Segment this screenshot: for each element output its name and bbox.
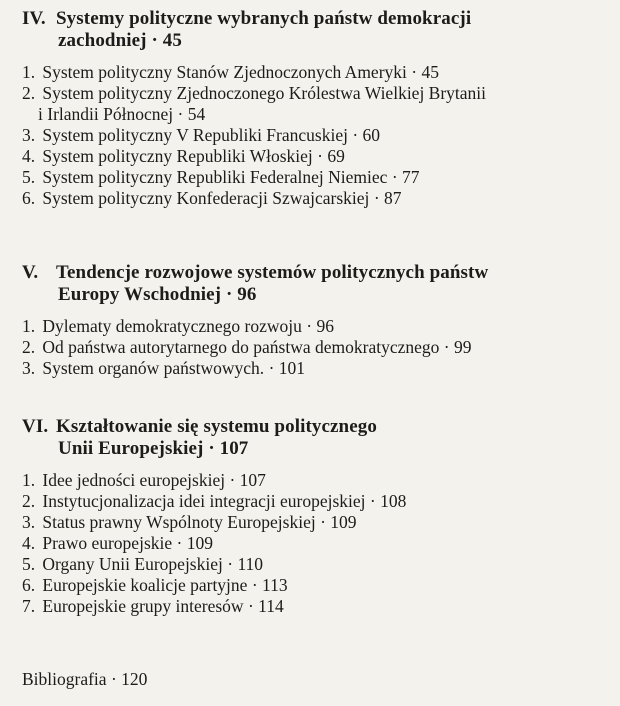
list-item [22, 188, 612, 209]
chapter-title-line2: Unii Europejskiej [58, 438, 204, 459]
item-page: 109 [330, 512, 357, 532]
list-item [22, 512, 612, 533]
separator-dot: · [373, 188, 380, 208]
item-text: Europejskie koalicje partyjne [42, 575, 248, 595]
item-page: 60 [362, 125, 381, 145]
item-number: 5. [22, 554, 36, 574]
item-page: 45 [421, 62, 439, 82]
item-text: System polityczny Konfederacji Szwajcarskiej [42, 188, 370, 208]
list-item [22, 596, 612, 617]
item-text: System polityczny Republiki Federalnej Niemiec [42, 167, 388, 187]
list-item [22, 575, 612, 596]
item-number: 6. [22, 188, 36, 208]
item-number: 3. [22, 512, 36, 532]
list-item [22, 316, 612, 337]
chapter-number: VI. [22, 416, 49, 437]
list-item [22, 491, 612, 512]
bibliography-label: Bibliografia [22, 669, 107, 689]
item-page: 108 [380, 491, 407, 511]
separator-dot: · [443, 337, 450, 357]
bibliography-entry [22, 669, 147, 690]
separator-dot: · [268, 358, 275, 378]
item-number: 4. [22, 146, 36, 166]
item-page: 87 [384, 188, 402, 208]
item-number: 2. [22, 491, 36, 511]
item-page: 107 [239, 470, 266, 490]
item-number: 3. [22, 358, 36, 378]
separator-dot: · [352, 125, 359, 145]
item-text: Instytucjonalizacja idei integracji europejskiej [42, 491, 366, 511]
item-page: 96 [316, 316, 334, 336]
chapter-title [22, 8, 612, 52]
item-page: 110 [237, 554, 264, 574]
item-page: 69 [327, 146, 345, 166]
separator-dot: · [151, 30, 158, 51]
item-text: Od państwa autorytarnego do państwa demokratycznego [42, 337, 440, 357]
separator-dot: · [369, 491, 376, 511]
item-page: 101 [278, 358, 306, 378]
separator-dot: · [411, 62, 418, 82]
item-text: Europejskie grupy interesów [42, 596, 244, 616]
chapter-title-line1: Tendencje rozwojowe systemów politycznych państw [56, 262, 489, 283]
item-number: 1. [22, 470, 36, 490]
item-text: Idee jedności europejskiej [42, 470, 226, 490]
item-list [22, 316, 612, 379]
item-number: 4. [22, 533, 36, 553]
item-page: 113 [262, 575, 288, 595]
item-text: System polityczny V Republiki Francuskiej [42, 125, 348, 145]
separator-dot: · [208, 438, 215, 459]
item-page: 114 [258, 596, 284, 616]
item-number: 2. [22, 83, 36, 103]
item-number: 2. [22, 337, 36, 357]
chapter-iv [22, 8, 612, 209]
item-page: 109 [186, 533, 213, 553]
item-number: 7. [22, 596, 36, 616]
item-text: Status prawny Wspólnoty Europejskiej [42, 512, 316, 532]
list-item [22, 337, 612, 358]
separator-dot: · [251, 575, 258, 595]
chapter-vi [22, 416, 612, 617]
chapter-title [22, 416, 612, 460]
chapter-title-line2: zachodniej [58, 30, 147, 51]
item-text: Dylematy demokratycznego rozwoju [42, 316, 302, 336]
separator-dot: · [177, 104, 184, 124]
separator-dot: · [176, 533, 183, 553]
separator-dot: · [110, 669, 117, 689]
chapter-title-line1: Kształtowanie się systemu politycznego [56, 416, 377, 437]
separator-dot: · [229, 470, 236, 490]
chapter-number: IV. [22, 8, 46, 29]
list-item [22, 358, 612, 379]
list-item [22, 167, 612, 188]
item-page: 77 [402, 167, 420, 187]
chapter-title-line1: Systemy polityczne wybranych państw demokracji [56, 8, 472, 29]
item-text-continued: i Irlandii Północnej [38, 104, 174, 124]
item-list [22, 470, 612, 617]
list-item [22, 62, 612, 83]
chapter-title-line2: Europy Wschodniej [58, 284, 222, 305]
separator-dot: · [227, 554, 234, 574]
chapter-page: 107 [219, 438, 249, 459]
item-text: System polityczny Stanów Zjednoczonych Ameryki [42, 62, 407, 82]
item-text: Prawo europejskie [42, 533, 173, 553]
list-item [22, 83, 612, 125]
separator-dot: · [320, 512, 326, 532]
chapter-number: V. [22, 262, 39, 283]
item-text: System organów państwowych. [42, 358, 265, 378]
separator-dot: · [391, 167, 398, 187]
separator-dot: · [225, 284, 233, 305]
item-page: 99 [453, 337, 472, 357]
item-text: System polityczny Republiki Włoskiej [42, 146, 313, 166]
item-number: 5. [22, 167, 36, 187]
item-page: 54 [187, 104, 206, 124]
list-item [22, 146, 612, 167]
separator-dot: · [317, 146, 323, 166]
item-number: 1. [22, 62, 36, 82]
item-number: 3. [22, 125, 36, 145]
chapter-title [22, 262, 612, 306]
separator-dot: · [306, 316, 313, 336]
list-item [22, 554, 612, 575]
separator-dot: · [247, 596, 254, 616]
chapter-page: 45 [162, 30, 182, 51]
list-item [22, 470, 612, 491]
bibliography-page: 120 [121, 669, 148, 689]
item-list [22, 62, 612, 209]
chapter-v [22, 262, 612, 379]
list-item [22, 125, 612, 146]
chapter-page: 96 [237, 284, 257, 305]
item-text: Organy Unii Europejskiej [42, 554, 223, 574]
item-number: 6. [22, 575, 36, 595]
list-item [22, 533, 612, 554]
item-number: 1. [22, 316, 36, 336]
item-text: System polityczny Zjednoczonego Królestwa Wielkiej Brytanii [42, 83, 487, 103]
